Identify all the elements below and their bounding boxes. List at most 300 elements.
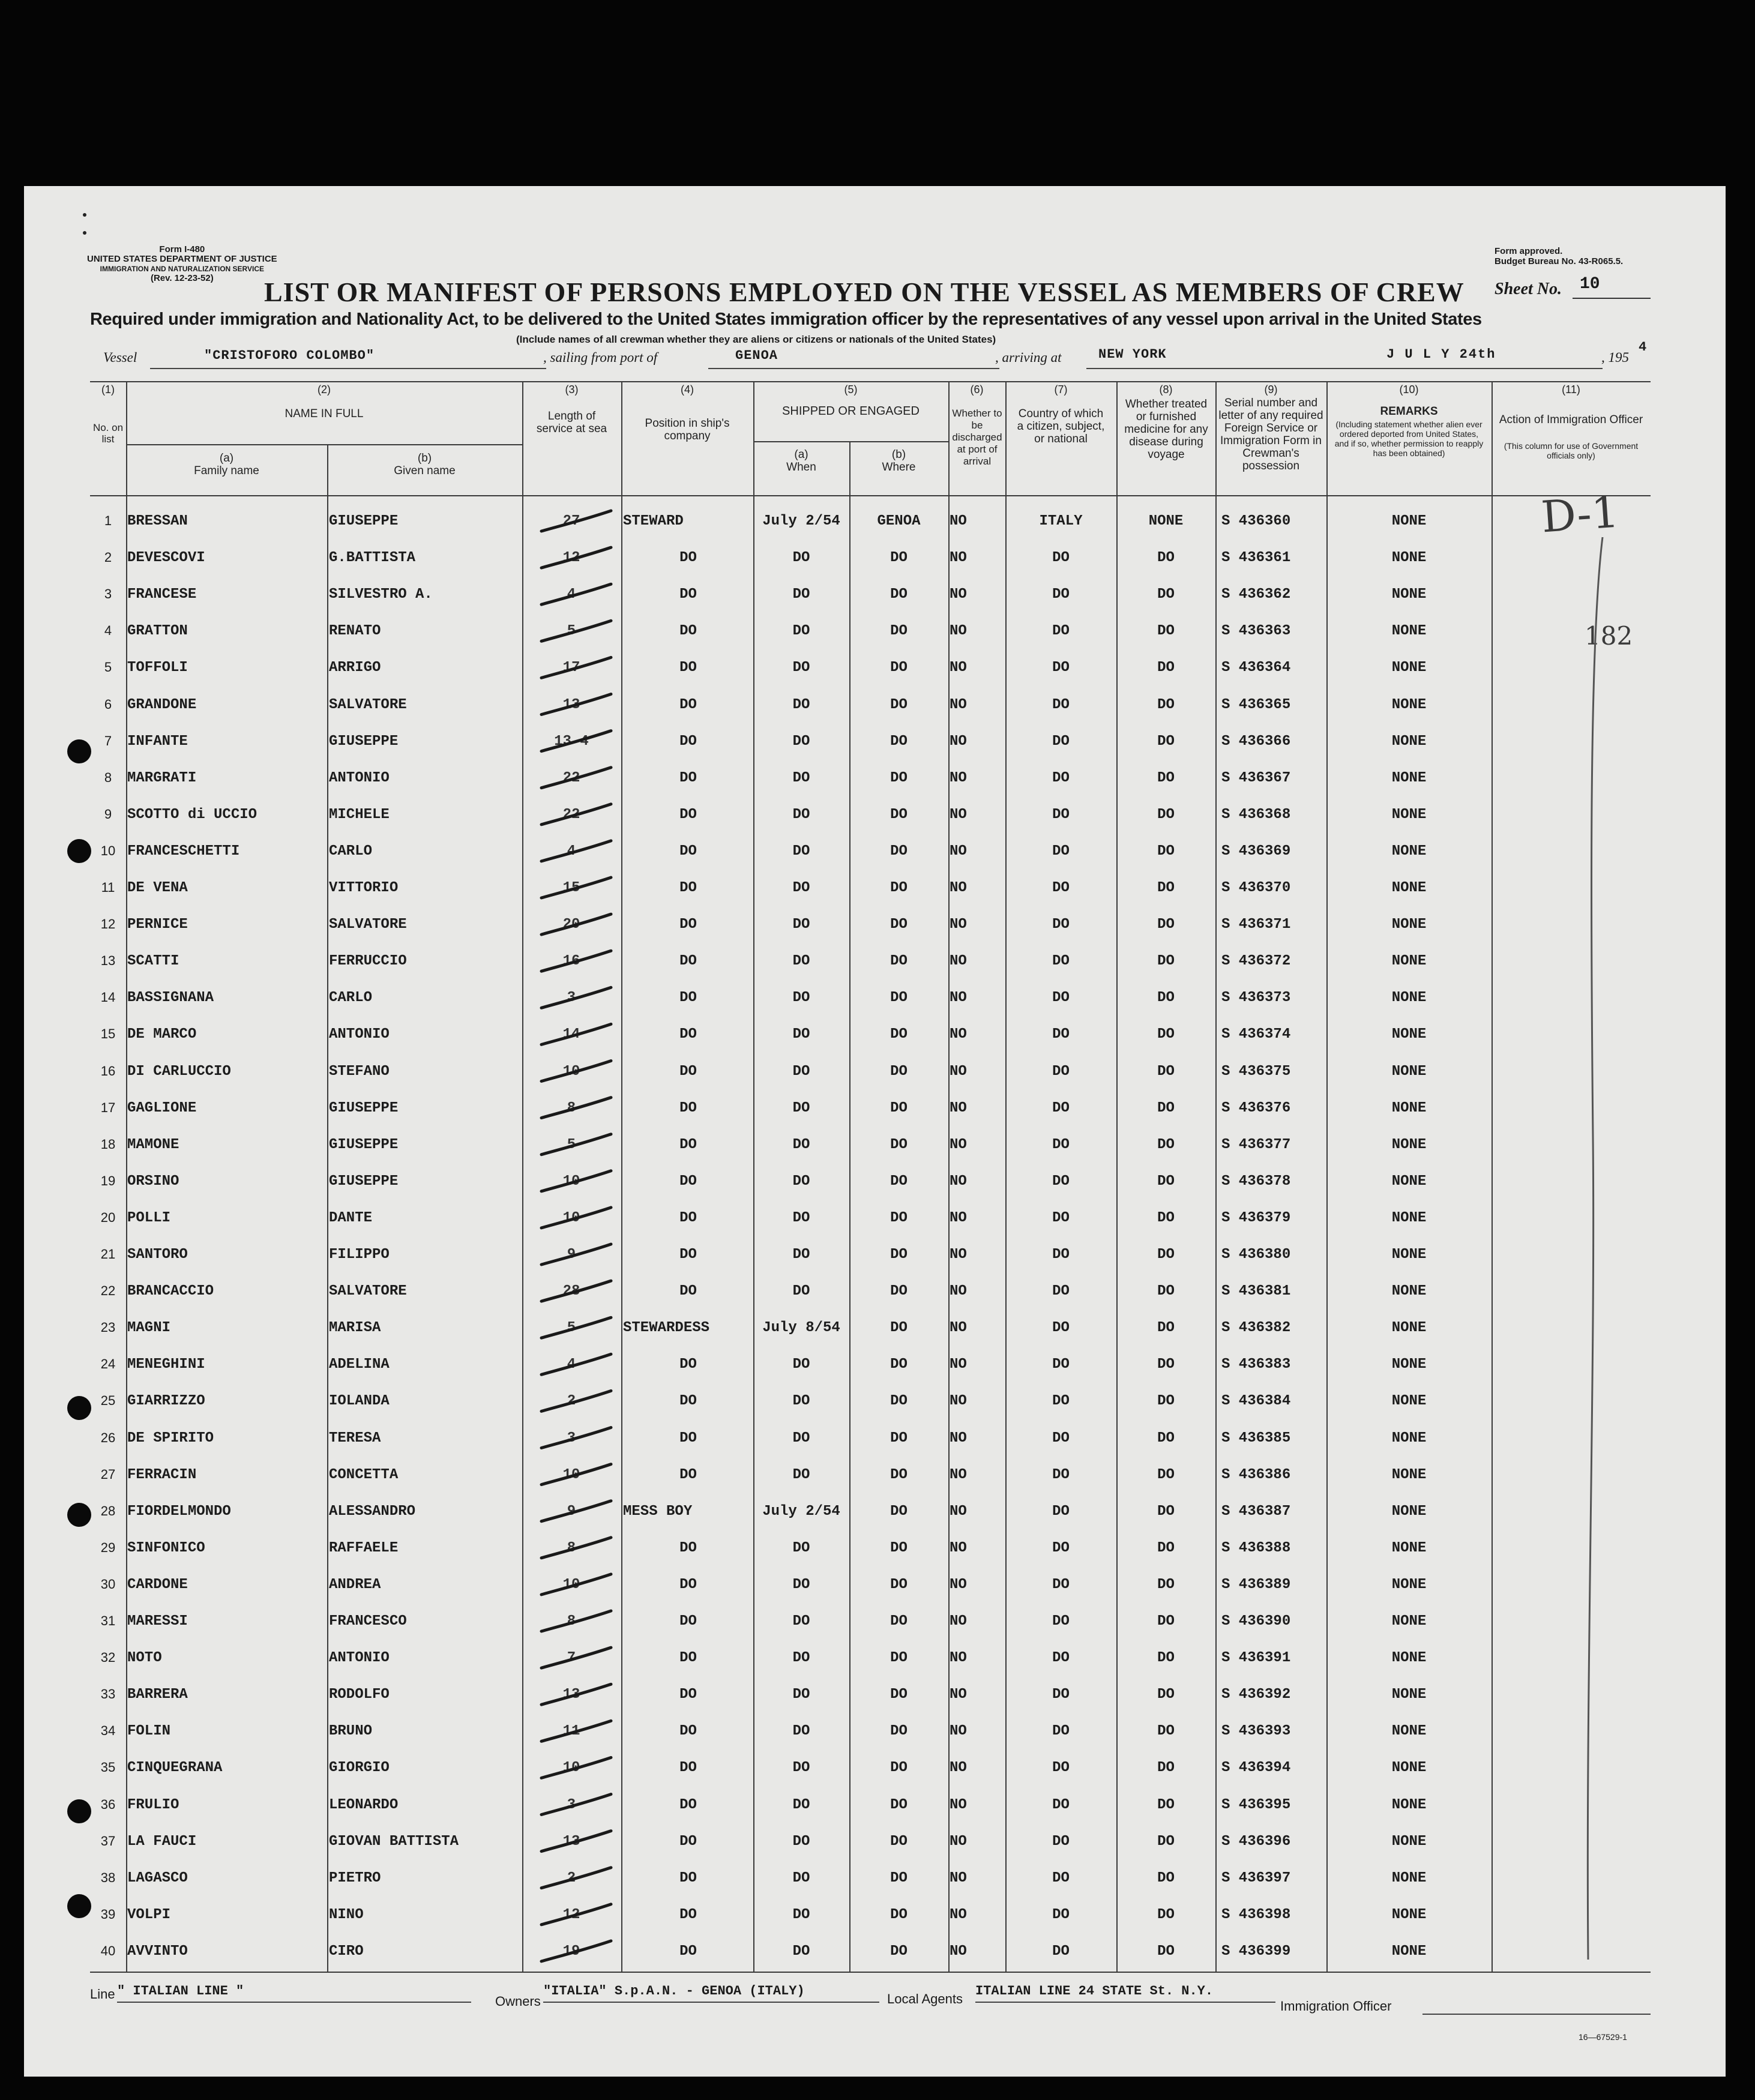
treated: DO (1157, 1063, 1175, 1080)
strike-mark (541, 877, 611, 898)
country: DO (1052, 1650, 1070, 1667)
treated: DO (1157, 1723, 1175, 1740)
position: DO (679, 806, 697, 823)
serial-number: S 436366 (1221, 733, 1291, 750)
given-name: GIUSEPPE (329, 1173, 399, 1190)
given-name: RODOLFO (329, 1686, 390, 1703)
length-of-service: 10 (562, 1063, 580, 1080)
shipped-when: DO (792, 880, 810, 896)
strike-mark (541, 1721, 611, 1741)
discharged: NO (950, 1613, 967, 1629)
treated: DO (1157, 1026, 1175, 1043)
shipped-when: DO (792, 696, 810, 713)
treated: DO (1157, 1686, 1175, 1703)
given-name: NINO (329, 1906, 364, 1923)
length-of-service: 12 (562, 550, 580, 567)
col4-number: (4) (681, 384, 694, 396)
country: DO (1052, 1576, 1070, 1593)
shipped-where: DO (890, 1870, 908, 1886)
given-name: SILVESTRO A. (329, 586, 433, 603)
treated: DO (1157, 1320, 1175, 1337)
family-name: SANTORO (127, 1247, 188, 1263)
length-of-service: 10 (562, 1760, 580, 1777)
shipped-where: DO (890, 1686, 908, 1703)
given-name: FRANCESCO (329, 1613, 407, 1629)
shipped-when: DO (792, 550, 810, 567)
discharged: NO (950, 1539, 967, 1556)
family-name: SINFONICO (127, 1539, 205, 1556)
position: DO (679, 550, 697, 567)
position: DO (679, 1356, 697, 1373)
agents-value: ITALIAN LINE 24 STATE St. N.Y. (975, 1984, 1214, 1999)
treated: DO (1157, 916, 1175, 933)
remarks: NONE (1391, 1247, 1427, 1263)
remarks: NONE (1391, 1796, 1427, 1813)
family-name: AVVINTO (127, 1943, 188, 1960)
given-name: GIUSEPPE (329, 1100, 399, 1116)
country: DO (1052, 990, 1070, 1006)
family-name: DE SPIRITO (127, 1430, 214, 1446)
serial-number: S 436361 (1221, 550, 1291, 567)
country: DO (1052, 916, 1070, 933)
serial-number: S 436396 (1221, 1833, 1291, 1850)
given-name: FILIPPO (329, 1247, 390, 1263)
shipped-where: DO (890, 586, 908, 603)
discharged: NO (950, 1247, 967, 1263)
length-of-service: 9 (567, 1503, 576, 1520)
position: DO (679, 1283, 697, 1300)
strike-mark (541, 584, 611, 604)
discharged: NO (950, 1136, 967, 1153)
family-name: NOTO (127, 1650, 162, 1667)
arriving-label: , arriving at (995, 350, 1062, 365)
shipped-when: DO (792, 1539, 810, 1556)
treated: NONE (1148, 513, 1184, 529)
col7-header: Country of which a citizen, subject, or national (1017, 408, 1105, 445)
treated: DO (1157, 1833, 1175, 1850)
row-number: 27 (100, 1466, 116, 1482)
page-title: LIST OR MANIFEST OF PERSONS EMPLOYED ON THE VESSEL AS MEMBERS OF CREW (264, 277, 1465, 307)
sheet-number: 10 (1580, 275, 1600, 293)
col10-header: REMARKS (1380, 405, 1438, 418)
discharged: NO (950, 1650, 967, 1667)
given-name: DANTE (329, 1209, 373, 1226)
serial-number: S 436391 (1221, 1650, 1291, 1667)
col3-number: (3) (565, 384, 579, 396)
family-name: ORSINO (127, 1173, 179, 1190)
shipped-where: DO (890, 1136, 908, 1153)
shipped-when: DO (792, 806, 810, 823)
country: DO (1052, 769, 1070, 786)
serial-number: S 436378 (1221, 1173, 1291, 1190)
serial-number: S 436381 (1221, 1283, 1291, 1300)
given-name: RAFFAELE (329, 1539, 399, 1556)
serial-number: S 436371 (1221, 916, 1291, 933)
remarks: NONE (1391, 1650, 1427, 1667)
agents-underline (975, 2002, 1275, 2003)
position: DO (679, 733, 697, 750)
row-number: 8 (104, 769, 112, 785)
discharged: NO (950, 1283, 967, 1300)
family-name: FRANCESCHETTI (127, 843, 240, 859)
country: DO (1052, 1539, 1070, 1556)
given-name: ARRIGO (329, 660, 381, 676)
col2a-header: (a) Family name (194, 452, 259, 477)
service-strike-marks (90, 381, 1651, 1972)
discharged: NO (950, 513, 967, 529)
length-of-service: 13 (562, 696, 580, 713)
strike-mark (541, 1098, 611, 1118)
row-number: 31 (100, 1613, 116, 1628)
row-number: 20 (100, 1209, 116, 1225)
strike-mark (541, 1904, 611, 1925)
position: DO (679, 916, 697, 933)
remarks: NONE (1391, 1136, 1427, 1153)
officer-underline (1422, 2014, 1651, 2015)
strike-mark (541, 1208, 611, 1228)
discharged: NO (950, 1173, 967, 1190)
shipped-when: DO (792, 623, 810, 640)
row-number: 28 (100, 1503, 116, 1518)
length-of-service: 10 (562, 1576, 580, 1593)
length-of-service: 8 (567, 1613, 576, 1629)
shipped-where: DO (890, 1613, 908, 1629)
length-of-service: 10 (562, 1209, 580, 1226)
country: DO (1052, 1906, 1070, 1923)
shipped-where: GENOA (877, 513, 921, 529)
shipped-where: DO (890, 990, 908, 1006)
treated: DO (1157, 1796, 1175, 1813)
serial-number: S 436389 (1221, 1576, 1291, 1593)
crew-table (90, 381, 1651, 1972)
country: DO (1052, 1503, 1070, 1520)
vessel-name: "CRISTOFORO COLOMBO" (204, 348, 375, 363)
family-name: DE VENA (127, 880, 188, 896)
row-number: 30 (100, 1576, 116, 1592)
strike-mark (541, 1244, 611, 1265)
row-number: 11 (101, 880, 115, 895)
serial-number: S 436367 (1221, 769, 1291, 786)
strike-mark (541, 987, 611, 1008)
shipped-where: DO (890, 1760, 908, 1777)
discharged: NO (950, 1209, 967, 1226)
discharged: NO (950, 1393, 967, 1410)
remarks: NONE (1391, 1393, 1427, 1410)
line-label: Line (90, 1987, 115, 2002)
serial-number: S 436383 (1221, 1356, 1291, 1373)
treated: DO (1157, 1906, 1175, 1923)
position: DO (679, 990, 697, 1006)
serial-number: S 436393 (1221, 1723, 1291, 1740)
strike-mark (541, 1428, 611, 1448)
shipped-where: DO (890, 1539, 908, 1556)
date-underline (1368, 368, 1603, 369)
remarks: NONE (1391, 513, 1427, 529)
col5-number: (5) (844, 384, 858, 396)
serial-number: S 436370 (1221, 880, 1291, 896)
col2b-header: (b) Given name (394, 452, 456, 477)
discharged: NO (950, 953, 967, 970)
shipped-where: DO (890, 769, 908, 786)
given-name: ANTONIO (329, 1650, 390, 1667)
col3-header: Length of service at sea (536, 410, 607, 435)
discharged: NO (950, 1026, 967, 1043)
strike-mark (541, 1391, 611, 1411)
length-of-service: 8 (567, 1539, 576, 1556)
treated: DO (1157, 843, 1175, 859)
treated: DO (1157, 1209, 1175, 1226)
length-of-service: 17 (562, 660, 580, 676)
col2-header: NAME IN FULL (284, 408, 364, 420)
country: DO (1052, 1173, 1070, 1190)
position: DO (679, 1247, 697, 1263)
row-number: 26 (100, 1430, 116, 1445)
port-underline (708, 368, 999, 369)
country: DO (1052, 733, 1070, 750)
strike-mark (541, 1171, 611, 1191)
discharged: NO (950, 769, 967, 786)
length-of-service: 13 (562, 1686, 580, 1703)
discharged: NO (950, 1063, 967, 1080)
given-name: CIRO (329, 1943, 364, 1960)
strike-mark (541, 951, 611, 971)
row-number: 33 (100, 1686, 116, 1702)
country: DO (1052, 806, 1070, 823)
position: DO (679, 1100, 697, 1116)
family-name: GRATTON (127, 623, 188, 640)
serial-number: S 436362 (1221, 586, 1291, 603)
shipped-where: DO (890, 733, 908, 750)
row-number: 37 (100, 1833, 116, 1849)
strike-mark (541, 1281, 611, 1301)
shipped-where: DO (890, 1283, 908, 1300)
shipped-when: DO (792, 1760, 810, 1777)
position: DO (679, 1209, 697, 1226)
discharged: NO (950, 843, 967, 859)
strike-mark (541, 1831, 611, 1852)
treated: DO (1157, 586, 1175, 603)
serial-number: S 436390 (1221, 1613, 1291, 1629)
shipped-where: DO (890, 1247, 908, 1263)
length-of-service: 13 (562, 1833, 580, 1850)
include-note: (Include names of all crewman whether they are aliens or citizens or nationals of the United States) (516, 334, 996, 345)
position: DO (679, 769, 697, 786)
length-of-service: 22 (562, 806, 580, 823)
shipped-when: DO (792, 1136, 810, 1153)
country: DO (1052, 1686, 1070, 1703)
shipped-when: DO (792, 916, 810, 933)
treated: DO (1157, 1576, 1175, 1593)
shipped-where: DO (890, 916, 908, 933)
col9-number: (9) (1264, 384, 1278, 396)
position: DO (679, 1063, 697, 1080)
treated: DO (1157, 1247, 1175, 1263)
treated: DO (1157, 733, 1175, 750)
shipped-when: DO (792, 1870, 810, 1886)
row-number: 25 (100, 1393, 116, 1409)
given-name: MICHELE (329, 806, 390, 823)
shipped-where: DO (890, 880, 908, 896)
position: DO (679, 1686, 697, 1703)
remarks: NONE (1391, 696, 1427, 713)
col5b-header: (b) Where (882, 448, 916, 474)
agents-label: Local Agents (887, 1991, 963, 2006)
treated: DO (1157, 953, 1175, 970)
discharged: NO (950, 1796, 967, 1813)
discharged: NO (950, 916, 967, 933)
treated: DO (1157, 1539, 1175, 1556)
family-name: FERRACIN (127, 1466, 197, 1483)
vessel-label: Vessel (103, 350, 137, 365)
length-of-service: 10 (562, 1173, 580, 1190)
serial-number: S 436399 (1221, 1943, 1291, 1960)
serial-number: S 436375 (1221, 1063, 1291, 1080)
discharged: NO (950, 1943, 967, 1960)
strike-mark (541, 1868, 611, 1888)
row-number: 40 (100, 1943, 116, 1958)
shipped-where: DO (890, 1026, 908, 1043)
length-of-service: 12 (562, 1906, 580, 1923)
position: DO (679, 1430, 697, 1446)
row-number: 2 (104, 550, 112, 565)
col10-number: (10) (1399, 384, 1419, 396)
discharged: NO (950, 1833, 967, 1850)
treated: DO (1157, 696, 1175, 713)
position: DO (679, 843, 697, 859)
col8-number: (8) (1159, 384, 1173, 396)
family-name: MARGRATI (127, 769, 197, 786)
col11-header: Action of Immigration Officer (1499, 414, 1643, 426)
remarks: NONE (1391, 1430, 1427, 1446)
position: DO (679, 586, 697, 603)
shipped-where: DO (890, 1833, 908, 1850)
owners-underline (543, 2002, 879, 2003)
given-name: ANDREA (329, 1576, 381, 1593)
discharged: NO (950, 1466, 967, 1483)
given-name: TERESA (329, 1430, 381, 1446)
row-number: 14 (100, 990, 116, 1005)
shipped-when: DO (792, 953, 810, 970)
treated: DO (1157, 1613, 1175, 1629)
shipped-when: DO (792, 733, 810, 750)
print-code: 16—67529-1 (1579, 2032, 1627, 2042)
remarks: NONE (1391, 1026, 1427, 1043)
shipped-when: DO (792, 586, 810, 603)
shipped-where: DO (890, 1320, 908, 1337)
shipped-when: DO (792, 1247, 810, 1263)
family-name: SCOTTO di UCCIO (127, 806, 257, 823)
treated: DO (1157, 1870, 1175, 1886)
treated: DO (1157, 1283, 1175, 1300)
length-of-service: 4 (567, 1356, 576, 1373)
shipped-when: July 2/54 (762, 1503, 840, 1520)
position: DO (679, 1723, 697, 1740)
remarks: NONE (1391, 733, 1427, 750)
row-number: 7 (104, 733, 112, 748)
length-of-service: 16 (562, 953, 580, 970)
shipped-where: DO (890, 1393, 908, 1410)
shipped-when: DO (792, 1283, 810, 1300)
treated: DO (1157, 1356, 1175, 1373)
serial-number: S 436392 (1221, 1686, 1291, 1703)
shipped-when: DO (792, 1466, 810, 1483)
row-number: 13 (100, 953, 116, 969)
remarks: NONE (1391, 1870, 1427, 1886)
country: DO (1052, 1100, 1070, 1116)
discharged: NO (950, 990, 967, 1006)
strike-mark (541, 1061, 611, 1082)
given-name: GIUSEPPE (329, 513, 399, 529)
country: DO (1052, 696, 1070, 713)
treated: DO (1157, 1430, 1175, 1446)
sheet-label: Sheet No. (1495, 280, 1562, 298)
country: DO (1052, 1283, 1070, 1300)
family-name: FIORDELMONDO (127, 1503, 231, 1520)
row-number: 22 (100, 1283, 116, 1299)
given-name: BRUNO (329, 1723, 373, 1740)
remarks: NONE (1391, 843, 1427, 859)
length-of-service: 2 (567, 1393, 576, 1410)
discharged: NO (950, 1356, 967, 1373)
discharged: NO (950, 1906, 967, 1923)
given-name: ALESSANDRO (329, 1503, 416, 1520)
discharged: NO (950, 623, 967, 640)
serial-number: S 436369 (1221, 843, 1291, 859)
country: ITALY (1039, 513, 1083, 529)
serial-number: S 436368 (1221, 806, 1291, 823)
position: DO (679, 1760, 697, 1777)
remarks: NONE (1391, 1063, 1427, 1080)
strike-mark (541, 1464, 611, 1485)
country: DO (1052, 953, 1070, 970)
family-name: PERNICE (127, 916, 188, 933)
shipped-when: DO (792, 1613, 810, 1629)
family-name: BRESSAN (127, 513, 188, 529)
family-name: GRANDONE (127, 696, 197, 713)
family-name: FRULIO (127, 1796, 179, 1813)
position: STEWARD (623, 513, 684, 529)
shipped-where: DO (890, 550, 908, 567)
year-digit: 4 (1639, 340, 1648, 355)
treated: DO (1157, 880, 1175, 896)
shipped-where: DO (890, 1430, 908, 1446)
officer-label: Immigration Officer (1280, 1999, 1392, 2014)
row-number: 4 (104, 623, 112, 639)
treated: DO (1157, 1503, 1175, 1520)
position: DO (679, 1796, 697, 1813)
shipped-where: DO (890, 1503, 908, 1520)
line-underline (117, 2002, 471, 2003)
family-name: DI CARLUCCIO (127, 1063, 231, 1080)
row-number: 12 (100, 916, 116, 932)
family-name: CARDONE (127, 1576, 188, 1593)
treated: DO (1157, 623, 1175, 640)
country: DO (1052, 1247, 1070, 1263)
shipped-when: DO (792, 1173, 810, 1190)
country: DO (1052, 1833, 1070, 1850)
discharged: NO (950, 660, 967, 676)
serial-number: S 436394 (1221, 1760, 1291, 1777)
strike-mark (541, 1757, 611, 1778)
sailing-label: , sailing from port of (543, 350, 658, 365)
shipped-where: DO (890, 843, 908, 859)
given-name: GIOVAN BATTISTA (329, 1833, 459, 1850)
strike-mark (541, 1574, 611, 1595)
length-of-service: 14 (562, 1026, 580, 1043)
year-prefix: , 195 (1601, 350, 1629, 365)
length-of-service: 7 (567, 1650, 576, 1667)
family-name: MAGNI (127, 1320, 171, 1337)
